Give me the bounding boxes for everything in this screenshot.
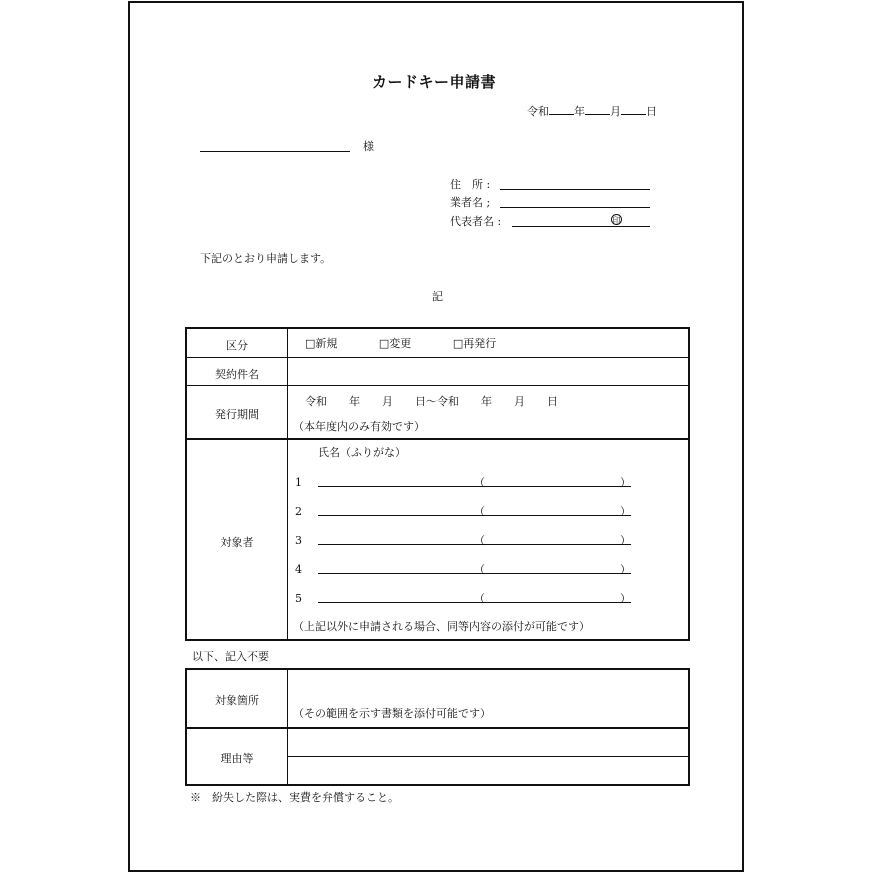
table1-row-line-1: [186, 357, 689, 358]
target-row-number: 2: [295, 505, 302, 518]
paren-close: ）: [620, 505, 631, 518]
option-new[interactable]: □新規: [305, 337, 338, 350]
form-title: カードキー申請書: [372, 73, 497, 91]
table1-row-line-2: [186, 385, 689, 386]
contract-label: 契約件名: [215, 368, 259, 381]
rep-field[interactable]: [512, 226, 650, 227]
date-era: 令和: [527, 105, 549, 118]
name-header: 氏名（ふりがな）: [318, 446, 406, 459]
date-line: [527, 103, 657, 118]
paren-close: ）: [620, 563, 631, 576]
target-row-number: 3: [295, 534, 302, 547]
footnote-text: 紛失した際は、実費を弁償すること。: [212, 791, 399, 804]
date-month: 月: [610, 105, 621, 118]
honorific: 様: [363, 140, 374, 153]
period-note: （本年度内のみ有効です）: [293, 420, 425, 433]
date-day: 日: [646, 105, 657, 118]
location-note: （その範囲を示す書類を添付可能です）: [293, 707, 491, 720]
table1-row-line-3: [186, 438, 689, 440]
paren-open: （: [474, 476, 485, 489]
rep-label: 代表者名 :: [450, 215, 502, 228]
below-note: 以下、記入不要: [192, 650, 269, 663]
paren-open: （: [474, 592, 485, 605]
paren-close: ）: [620, 592, 631, 605]
reason-mid-line: [288, 756, 689, 757]
footnote: [190, 791, 399, 804]
target-row-number: 4: [295, 563, 302, 576]
reason-label: 理由等: [220, 752, 254, 765]
seal-mark: 印: [612, 216, 621, 225]
paren-open: （: [474, 563, 485, 576]
target-row-number: 1: [295, 476, 302, 489]
option-change[interactable]: □変更: [378, 337, 412, 350]
date-month-blank[interactable]: [585, 103, 610, 115]
addressee-line[interactable]: [200, 151, 350, 152]
target-label: 対象者: [220, 536, 254, 549]
target-note: （上記以外に申請される場合、同等内容の添付が可能です）: [293, 620, 590, 633]
date-day-blank[interactable]: [621, 103, 646, 115]
paren-open: （: [474, 505, 485, 518]
table1-divider: [287, 328, 288, 640]
address-field[interactable]: [500, 189, 650, 190]
target-row-number: 5: [295, 592, 302, 605]
period-label: 発行期間: [215, 408, 259, 421]
period-text[interactable]: 令和 年 月 日〜令和 年 月 日: [305, 395, 558, 408]
paren-close: ）: [620, 476, 631, 489]
paren-close: ）: [620, 534, 631, 547]
company-label: 業者名 ;: [450, 196, 491, 209]
location-label: 対象箇所: [215, 694, 259, 707]
ki-mark: 記: [432, 290, 443, 303]
address-label: 住 所 :: [450, 178, 491, 191]
date-year: 年: [574, 105, 585, 118]
table2-row-line: [186, 727, 689, 729]
intro-text: 下記のとおり申請します。: [200, 252, 332, 265]
contract-field[interactable]: [289, 359, 688, 384]
category-options: [305, 337, 534, 350]
date-year-blank[interactable]: [549, 103, 574, 115]
footnote-mark: ※: [190, 791, 201, 804]
category-label: 区分: [226, 339, 248, 352]
company-field[interactable]: [500, 207, 650, 208]
option-reissue[interactable]: □再発行: [452, 337, 497, 350]
paren-open: （: [474, 534, 485, 547]
